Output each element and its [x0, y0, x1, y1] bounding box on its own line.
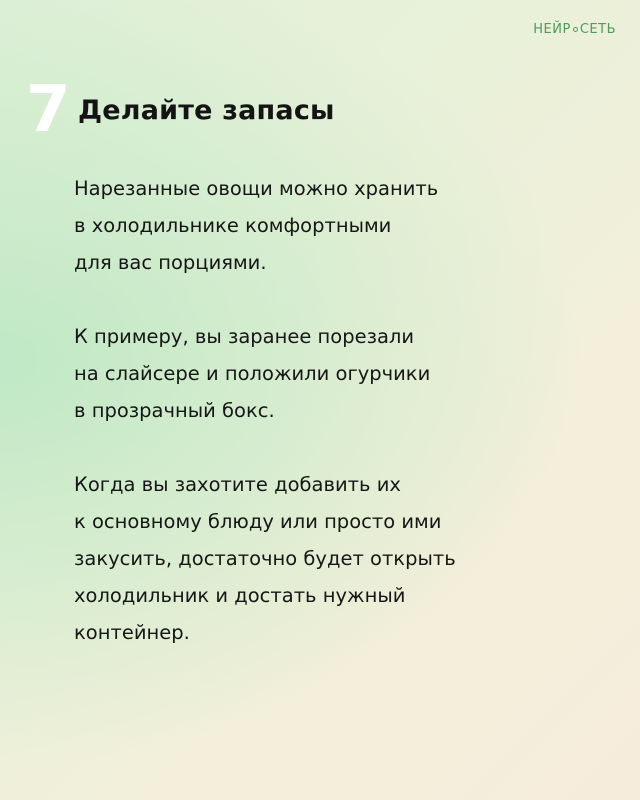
paragraph-3 [74, 466, 594, 651]
paragraph-line: холодильник и достать нужный [74, 584, 406, 607]
paragraph-line: на слайсере и положили огурчики [74, 362, 431, 385]
brand-logo-left: НЕЙР [533, 22, 571, 37]
paragraph-line: контейнер. [74, 621, 190, 644]
slide-header [26, 73, 335, 147]
paragraph-1 [74, 170, 594, 281]
paragraph-line: к основному блюду или просто ими [74, 510, 442, 533]
paragraph-line: закусить, достаточно будет открыть [74, 547, 456, 570]
paragraph-line: для вас порциями. [74, 251, 267, 274]
paragraph-2 [74, 318, 594, 429]
brand-logo-right: СЕТЬ [579, 22, 616, 37]
paragraph-line: в прозрачный бокс. [74, 399, 275, 422]
brand-logo-dot-icon [573, 27, 578, 32]
paragraph-line: в холодильнике комфортными [74, 214, 392, 237]
slide-title: Делайте запасы [78, 94, 335, 126]
slide-body [74, 170, 594, 688]
brand-logo [533, 22, 616, 37]
paragraph-line: Нарезанные овощи можно хранить [74, 177, 439, 200]
slide-number: 7 [26, 73, 71, 147]
paragraph-line: Когда вы захотите добавить их [74, 473, 401, 496]
paragraph-line: К примеру, вы заранее порезали [74, 325, 415, 348]
